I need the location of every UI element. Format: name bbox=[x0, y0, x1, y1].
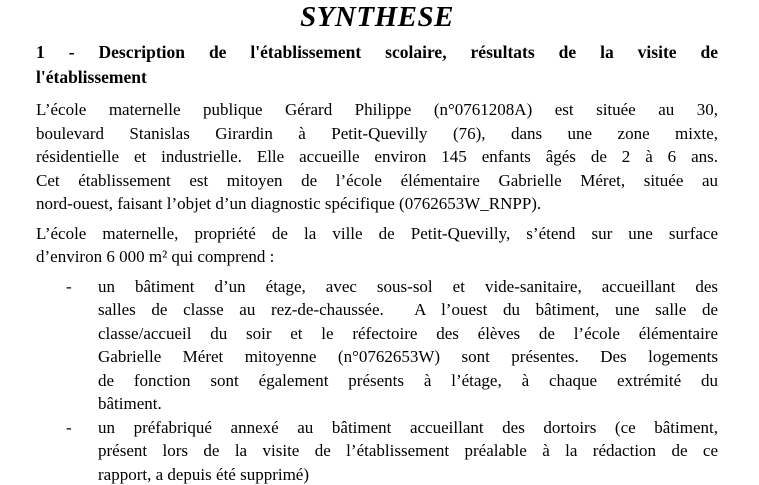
section-heading-line-2: l'établissement bbox=[36, 67, 147, 87]
document-title: SYNTHESE bbox=[300, 1, 454, 33]
paragraph-line: Cet établissement est mitoyen de l’école élémentaire Gabrielle Méret, située au bbox=[36, 170, 718, 190]
bullet-line: présent lors de la visite de l’établissement préalable à la rédaction de ce bbox=[98, 441, 718, 460]
paragraph-line: nord-ouest, faisant l’objet d’un diagnostic spécifique (0762653W_RNPP). bbox=[36, 194, 542, 213]
bullet-dash-marker: - bbox=[66, 417, 72, 437]
bullet-line: un bâtiment d’un étage, avec sous-sol et vide-sanitaire, accueillant des bbox=[98, 276, 718, 296]
paragraph-line: boulevard Stanislas Girardin à Petit-Quevilly (76), dans une zone mixte, bbox=[36, 123, 718, 143]
bullet-line: de fonction sont également présents à l’étage, à chaque extrémité du bbox=[98, 370, 718, 390]
bullet-text bbox=[98, 416, 718, 485]
section-heading-line-1: 1 - Description de l'établissement scolaire, résultats de la visite de bbox=[36, 42, 718, 62]
section-heading bbox=[36, 40, 718, 90]
paragraph-line: L’école maternelle publique Gérard Philippe (n°0761208A) est située au 30, bbox=[36, 100, 718, 119]
bullet-text bbox=[98, 275, 718, 416]
paragraph-1 bbox=[36, 98, 718, 216]
bullet-list bbox=[36, 275, 718, 485]
paragraph-line: résidentielle et industrielle. Elle accueille environ 145 enfants âgés de 2 à 6 ans. bbox=[36, 147, 718, 166]
bullet-line: un préfabriqué annexé au bâtiment accueillant des dortoirs (ce bâtiment, bbox=[98, 417, 718, 437]
bullet-dash-marker: - bbox=[66, 276, 72, 296]
bullet-item bbox=[66, 416, 718, 485]
bullet-line: Gabrielle Méret mitoyenne (n°0762653W) sont présentes. Des logements bbox=[98, 347, 718, 366]
paragraph-2 bbox=[36, 222, 718, 269]
bullet-line: bâtiment. bbox=[98, 394, 162, 413]
paragraph-line: L’école maternelle, propriété de la ville de Petit-Quevilly, s’étend sur une surface bbox=[36, 223, 718, 243]
bullet-item bbox=[66, 275, 718, 416]
paragraph-line: d’environ 6 000 m² qui comprend : bbox=[36, 247, 275, 266]
bullet-line: classe/accueil du soir et le réfectoire des élèves de l’école élémentaire bbox=[98, 323, 718, 343]
bullet-line: rapport, a depuis été supprimé) bbox=[98, 464, 310, 484]
bullet-line: salles de classe au rez-de-chaussée. A l’ouest du bâtiment, une salle de bbox=[98, 300, 718, 319]
